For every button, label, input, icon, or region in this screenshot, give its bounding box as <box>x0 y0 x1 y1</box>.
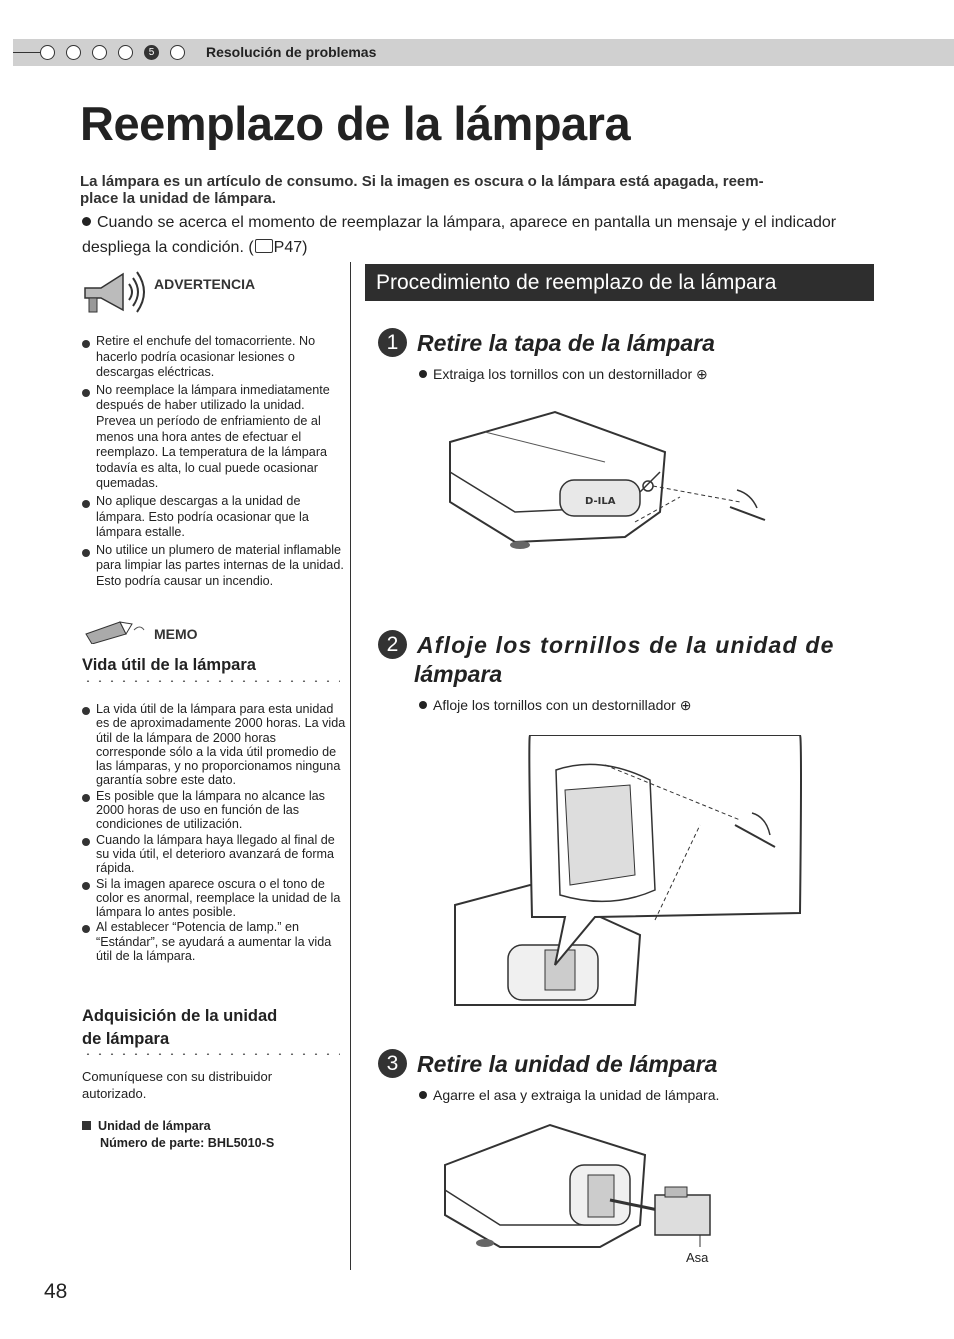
phillips-icon: ⊕ <box>692 366 708 382</box>
procedure-banner: Procedimiento de reemplazo de la lámpara <box>365 264 874 301</box>
step-desc-2 <box>419 697 691 714</box>
acquisition-heading-1: Adquisición de la unidad <box>82 1007 278 1025</box>
step-title-2-line1: Afloje los tornillos de la unidad de <box>417 632 835 658</box>
chapter-progress-dots <box>40 45 196 60</box>
chapter-dot <box>170 45 185 60</box>
bullet-icon <box>419 370 427 378</box>
step-desc-3 <box>419 1087 719 1103</box>
lamp-screws-illustration <box>440 735 810 1025</box>
bullet-icon <box>419 1091 427 1099</box>
lamp-removal-illustration <box>400 1115 730 1255</box>
warning-list <box>82 334 344 592</box>
acquisition-heading-2: de lámpara <box>82 1030 170 1048</box>
square-bullet-icon <box>82 1121 91 1130</box>
header-rule <box>13 52 40 53</box>
page-number: 48 <box>44 1280 68 1303</box>
intro-close: ) <box>302 239 308 256</box>
step-title-3: Retire la unidad de lámpara <box>417 1051 718 1077</box>
chapter-dot <box>92 45 107 60</box>
book-icon <box>255 239 273 253</box>
section-label: Resolución de problemas <box>206 44 377 60</box>
memo-label: MEMO <box>154 626 198 642</box>
chapter-dot <box>40 45 55 60</box>
page-reference: P47 <box>273 239 303 256</box>
chapter-dot <box>118 45 133 60</box>
warning-item: Retire el enchufe del tomacorriente. No hacerlo podría ocasionar lesiones o descargas eléctricas. <box>82 334 344 381</box>
column-divider <box>350 262 351 1270</box>
bullet-icon <box>82 217 91 226</box>
step-desc-text: Agarre el asa y extraiga la unidad de lámpara. <box>433 1087 720 1103</box>
step-desc-text: Extraiga los tornillos con un destornillador <box>433 366 693 382</box>
intro-bullet <box>82 210 872 260</box>
warning-item: No utilice un plumero de material inflamable para limpiar las partes internas de la unidad. Esto podría causar un incendio. <box>82 543 344 590</box>
chapter-dot <box>66 45 81 60</box>
step-title-2-line2: lámpara <box>414 661 503 687</box>
dotted-divider <box>82 1053 340 1055</box>
projector-cover-illustration <box>405 402 785 562</box>
lamp-life-item: Cuando la lámpara haya llegado al final de su vida útil, el deterioro avanzará de forma rápida. <box>82 833 348 876</box>
pencil-icon <box>84 620 148 644</box>
lamp-life-list <box>82 702 348 964</box>
warning-label: ADVERTENCIA <box>154 276 256 292</box>
handle-label: Asa <box>686 1250 709 1265</box>
intro-bullet-text: Cuando se acerca el momento de reemplazar la lámpara, aparece en pantalla un mensaje y el indicador despliega la condición. ( <box>82 214 837 256</box>
step-title-1: Retire la tapa de la lámpara <box>417 330 715 356</box>
step-desc-1 <box>419 366 708 383</box>
lamp-life-item: Al establecer “Potencia de lamp.” en “Estándar”, se ayudará a aumentar la vida útil de la lámpara. <box>82 920 348 963</box>
megaphone-icon <box>79 266 151 322</box>
part-number-block <box>82 1118 274 1152</box>
intro-text: La lámpara es un artículo de consumo. Si la imagen es oscura o la lámpara está apagada, reem- place la unidad de lámpara. <box>80 173 764 207</box>
chapter-dot-active: 5 <box>144 45 159 60</box>
lamp-life-item: Es posible que la lámpara no alcance las 2000 horas de uso en función de las condiciones de utilización. <box>82 789 348 832</box>
dotted-divider <box>82 680 340 682</box>
part-number: Número de parte: BHL5010-S <box>100 1136 275 1150</box>
warning-item: No aplique descargas a la unidad de lámpara. Esto podría ocasionar que la lámpara estalle. <box>82 494 344 541</box>
phillips-icon: ⊕ <box>675 697 692 713</box>
step-number-1: 1 <box>378 328 407 357</box>
warning-item: No reemplace la lámpara inmediatamente después de haber utilizado la unidad. Prevea un período de enfriamiento de al menos una hora antes de efectuar el reemplazo. La temperatura de la lámpara todavía es alta, lo cual puede ocasionar quemadas. <box>82 383 344 492</box>
bullet-icon <box>419 701 427 709</box>
page-title: Reemplazo de la lámpara <box>80 97 631 150</box>
step-number-3: 3 <box>378 1049 407 1078</box>
lamp-life-item: Si la imagen aparece oscura o el tono de color es anormal, reemplace la unidad de la lámpara lo antes posible. <box>82 877 348 920</box>
part-name: Unidad de lámpara <box>98 1119 211 1133</box>
contact-text: Comuníquese con su distribuidor autorizado. <box>82 1069 273 1101</box>
step-desc-text: Afloje los tornillos con un destornillador <box>433 697 676 713</box>
step-number-2: 2 <box>378 630 407 659</box>
lamp-life-heading: Vida útil de la lámpara <box>82 656 256 674</box>
lamp-life-item: La vida útil de la lámpara para esta unidad es de aproximadamente 2000 horas. La vida útil de la lámpara de 2000 horas corresponde sólo a la vida útil promedio de las lámparas, y no proporcionamos ninguna garantía sobre este dato. <box>82 702 348 788</box>
dila-logo: D-ILA <box>585 496 616 507</box>
